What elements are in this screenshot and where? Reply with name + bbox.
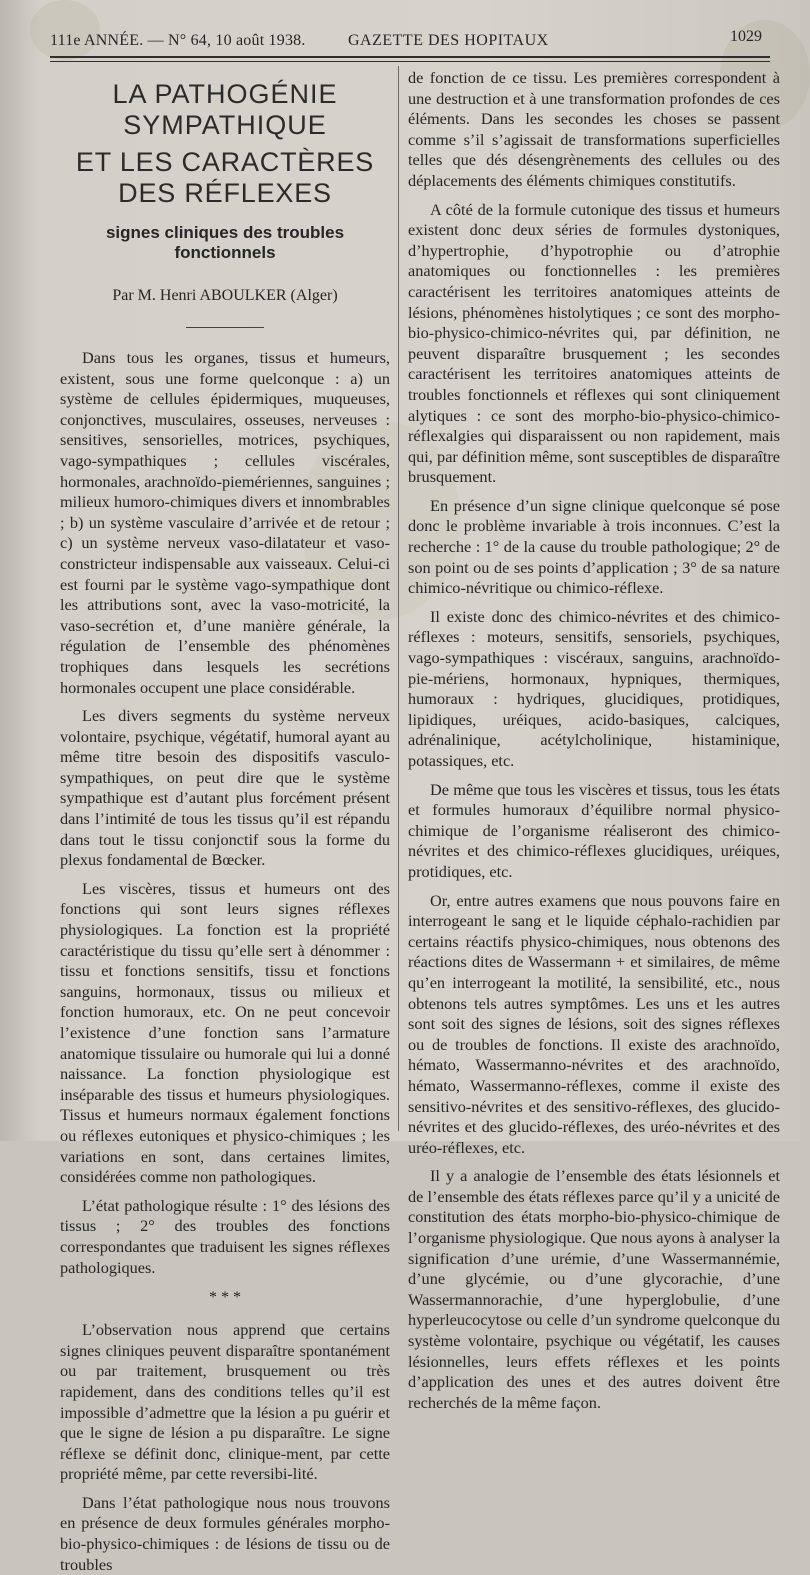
- left-column: [60, 75, 390, 1575]
- article-author: Par M. Henri ABOULKER (Alger): [112, 287, 338, 304]
- paragraph: Les divers segments du système nerveux volontaire, psychique, végétatif, humoral ayant au même titre besoin des dispositifs vasculo-sympathiques, on peut dire que le système sympathique est d’autant plus forcément présent dans l’intimité de tous les tissus qu’il est répandu dans tout le tissu conjonctif sous la forme du plexus fondamental de Bœcker.: [60, 706, 390, 870]
- paragraph: De même que tous les viscères et tissus, tous les états et formules humoraux d’équilibre normal physico-chimique de l’organisme réaliseront des chimico-névrites et des chimico-réflexes glucidiques, uréiques, protidiques, etc.: [408, 779, 780, 881]
- paragraph: Il existe donc des chimico-névrites et des chimico-réflexes : moteurs, sensitifs, sensoriels, psychiques, vago-sympathiques : viscéraux, sanguins, arachnoïdo-pie-mériens, hormonaux, hypniques, thermiques, humoraux : hydriques, glucidiques, protidiques, lipidiques, uréiques, acido-basiques, calciques, adrénalinique, acétylcholinique, histaminique, potassiques, etc.: [408, 606, 780, 770]
- paragraph: Or, entre autres examens que nous pouvons faire en interrogeant le sang et le liquide céphalo-rachidien par certains réactifs physico-chimiques, nous obtenons des réactions dites de Wassermann + et similaires, de même qu’en interrogeant la motilité, la sensibilité, etc., nous obtenons tels autres symptômes. Les uns et les autres sont soit des signes de lésions, soit des signes réflexes ou de troubles de fonctions. Il existe des arachnoïdo, hémato, Wassermanno-névrites et des arachnoïdo, hémato, Wassermanno-réflexes, comme il existe des sensitivo-névrites et des sensitivo-réflexes, des glucido-névrites et des glucido-réflexes, des uréo-névrites et des uréo-réflexes, etc.: [408, 890, 780, 1157]
- paragraph: L’observation nous apprend que certains signes cliniques peuvent disparaître spontanément ou par traitement, brusquement ou très rapidement, dans des conditions telles qu’il est impossible d’admettre que la lésion a pu guérir et que le signe de lésion a pu disparaître. Le signe réflexe se définit donc, clinique-ment, par cette propriété même, par cette reversibi-lité.: [60, 1320, 390, 1484]
- paragraph: Dans l’état pathologique nous nous trouvons en présence de deux formules générales morpho-bio-physico-chimiques : de lésions de tissu ou de troubles: [60, 1492, 390, 1574]
- page-header: [30, 28, 780, 54]
- paragraph: de fonction de ce tissu. Les premières correspondent à une destruction et à une transformation profondes de ces éléments. Dans les secondes les choses se passent comme s’il s’agissait de transformations superficielles telles que dés désengrènements des cellules ou des déplacements des éléments chimiques constitutifs.: [408, 68, 780, 190]
- paragraph: L’état pathologique résulte : 1° des lésions des tissus ; 2° des troubles des fonctions correspondantes que traduisent les signes réflexes pathologiques.: [60, 1195, 390, 1277]
- article-subtitle: signes cliniques des troubles fonctionnels: [105, 223, 345, 262]
- paragraph: Les viscères, tissus et humeurs ont des fonctions qui sont leurs signes réflexes physiologiques. La fonction est la propriété caractéristique du tissu qu’elle sert à dénommer : tissu et fonctions sensitifs, tissu et fonctions sanguins, hormonaux, tissus ou milieux et fonction humoraux, etc. On ne peut concevoir l’existence d’une fonction sans l’armature anatomique tissulaire ou humorale qui lui a donné naissance. La fonction physiologique est inséparable des tissus et humeurs physiologiques. Tissus et humeurs normaux également fonctions ou réflexes eutoniques et physico-chimiques ; les variations en sont, dans certaines limites, considérées comme non pathologiques.: [60, 878, 390, 1187]
- article-title-line2: ET LES CARACTÈRES DES RÉFLEXES: [75, 147, 375, 208]
- header-rule: [50, 56, 770, 58]
- article-title-line1: LA PATHOGÉNIE SYMPATHIQUE: [112, 79, 338, 140]
- paragraph: Il y a analogie de l’ensemble des états lésionnels et de l’ensemble des états réflexes parce qu’il y a unicité de constitution des états morpho-bio-physico-chimique de l’organisme physiologique. Que nous ayons à analyser la signification d’une urémie, d’une Wassermannémie, d’une glycémie, ou d’une glycorachie, d’une Wassermannorachie, d’une hyperglobulie, d’une hyperleucocytose ou celle d’un syndrome quelconque du système volontaire, psychique ou végétatif, les causes lésionnelles, leurs effets réflexes et les points d’application des unes et des autres doivent être recherchés de la même façon.: [408, 1166, 780, 1412]
- paragraph: A côté de la formule cutonique des tissus et humeurs existent donc deux séries de formules dystoniques, d’hypertrophie, d’hypotrophie ou d’atrophie anatomiques ou fonctionnelles : les premières caractérisent les territoires anatomiques atteints de lésions, phénomènes histolytiques ; ce sont des morpho-bio-physico-chimico-névrites qui, par définition, ne peuvent disparaître brusquement ; les secondes caractérisent les territoires anatomiques atteints de troubles fonctionnels et réflexes qui sont cliniquement alytiques : ce sont des morpho-bio-physico-chimico-réflexalgies qui disparaissent ou non rapidement, mais qui, par définition même, sont susceptibles de disparaître brusquement.: [408, 199, 780, 487]
- page-number: 1029: [730, 28, 762, 45]
- paragraph: En présence d’un signe clinique quelconque sé pose donc le problème invariable à trois inconnues. C’est la recherche : 1° de la cause du trouble pathologique; 2° de son point ou de ses points d’application ; 3° de sa nature chimico-névritique ou chimico-réflexe.: [408, 495, 780, 598]
- section-separator: * * *: [209, 1289, 241, 1307]
- header-rule-thin: [50, 61, 770, 62]
- title-separator-rule: [186, 327, 264, 328]
- issue-info: 111e ANNÉE. — N° 64, 10 août 1938.: [50, 32, 306, 49]
- paragraph: Dans tous les organes, tissus et humeurs, existent, sous une forme quelconque : a) un système de cellules épidermiques, muqueuses, conjonctives, musculaires, osseuses, nerveuses : sensitives, sensorielles, motrices, psychiques, vago-sympathiques ; cellules viscérales, hormonales, arachnoïdo-piemériennes, sanguines ; milieux humoro-chimiques divers et innombrables ; b) un système vasculaire d’arrivée et de retour ; c) un système nerveux vaso-dilatateur et vaso-constricteur indispensable aux vaisseaux. Celui-ci est fourni par le système vago-sympathique dont les attributions sont, avec la vaso-motricité, la vaso-secrétion et, d’une manière générale, la régulation de l’ensemble des phénomènes trophiques dans lesquels les secrétions hormonales occupent une place considérable.: [60, 348, 390, 697]
- journal-title: GAZETTE DES HOPITAUX: [348, 32, 549, 49]
- right-column: [408, 68, 780, 1413]
- column-divider: [398, 66, 399, 1131]
